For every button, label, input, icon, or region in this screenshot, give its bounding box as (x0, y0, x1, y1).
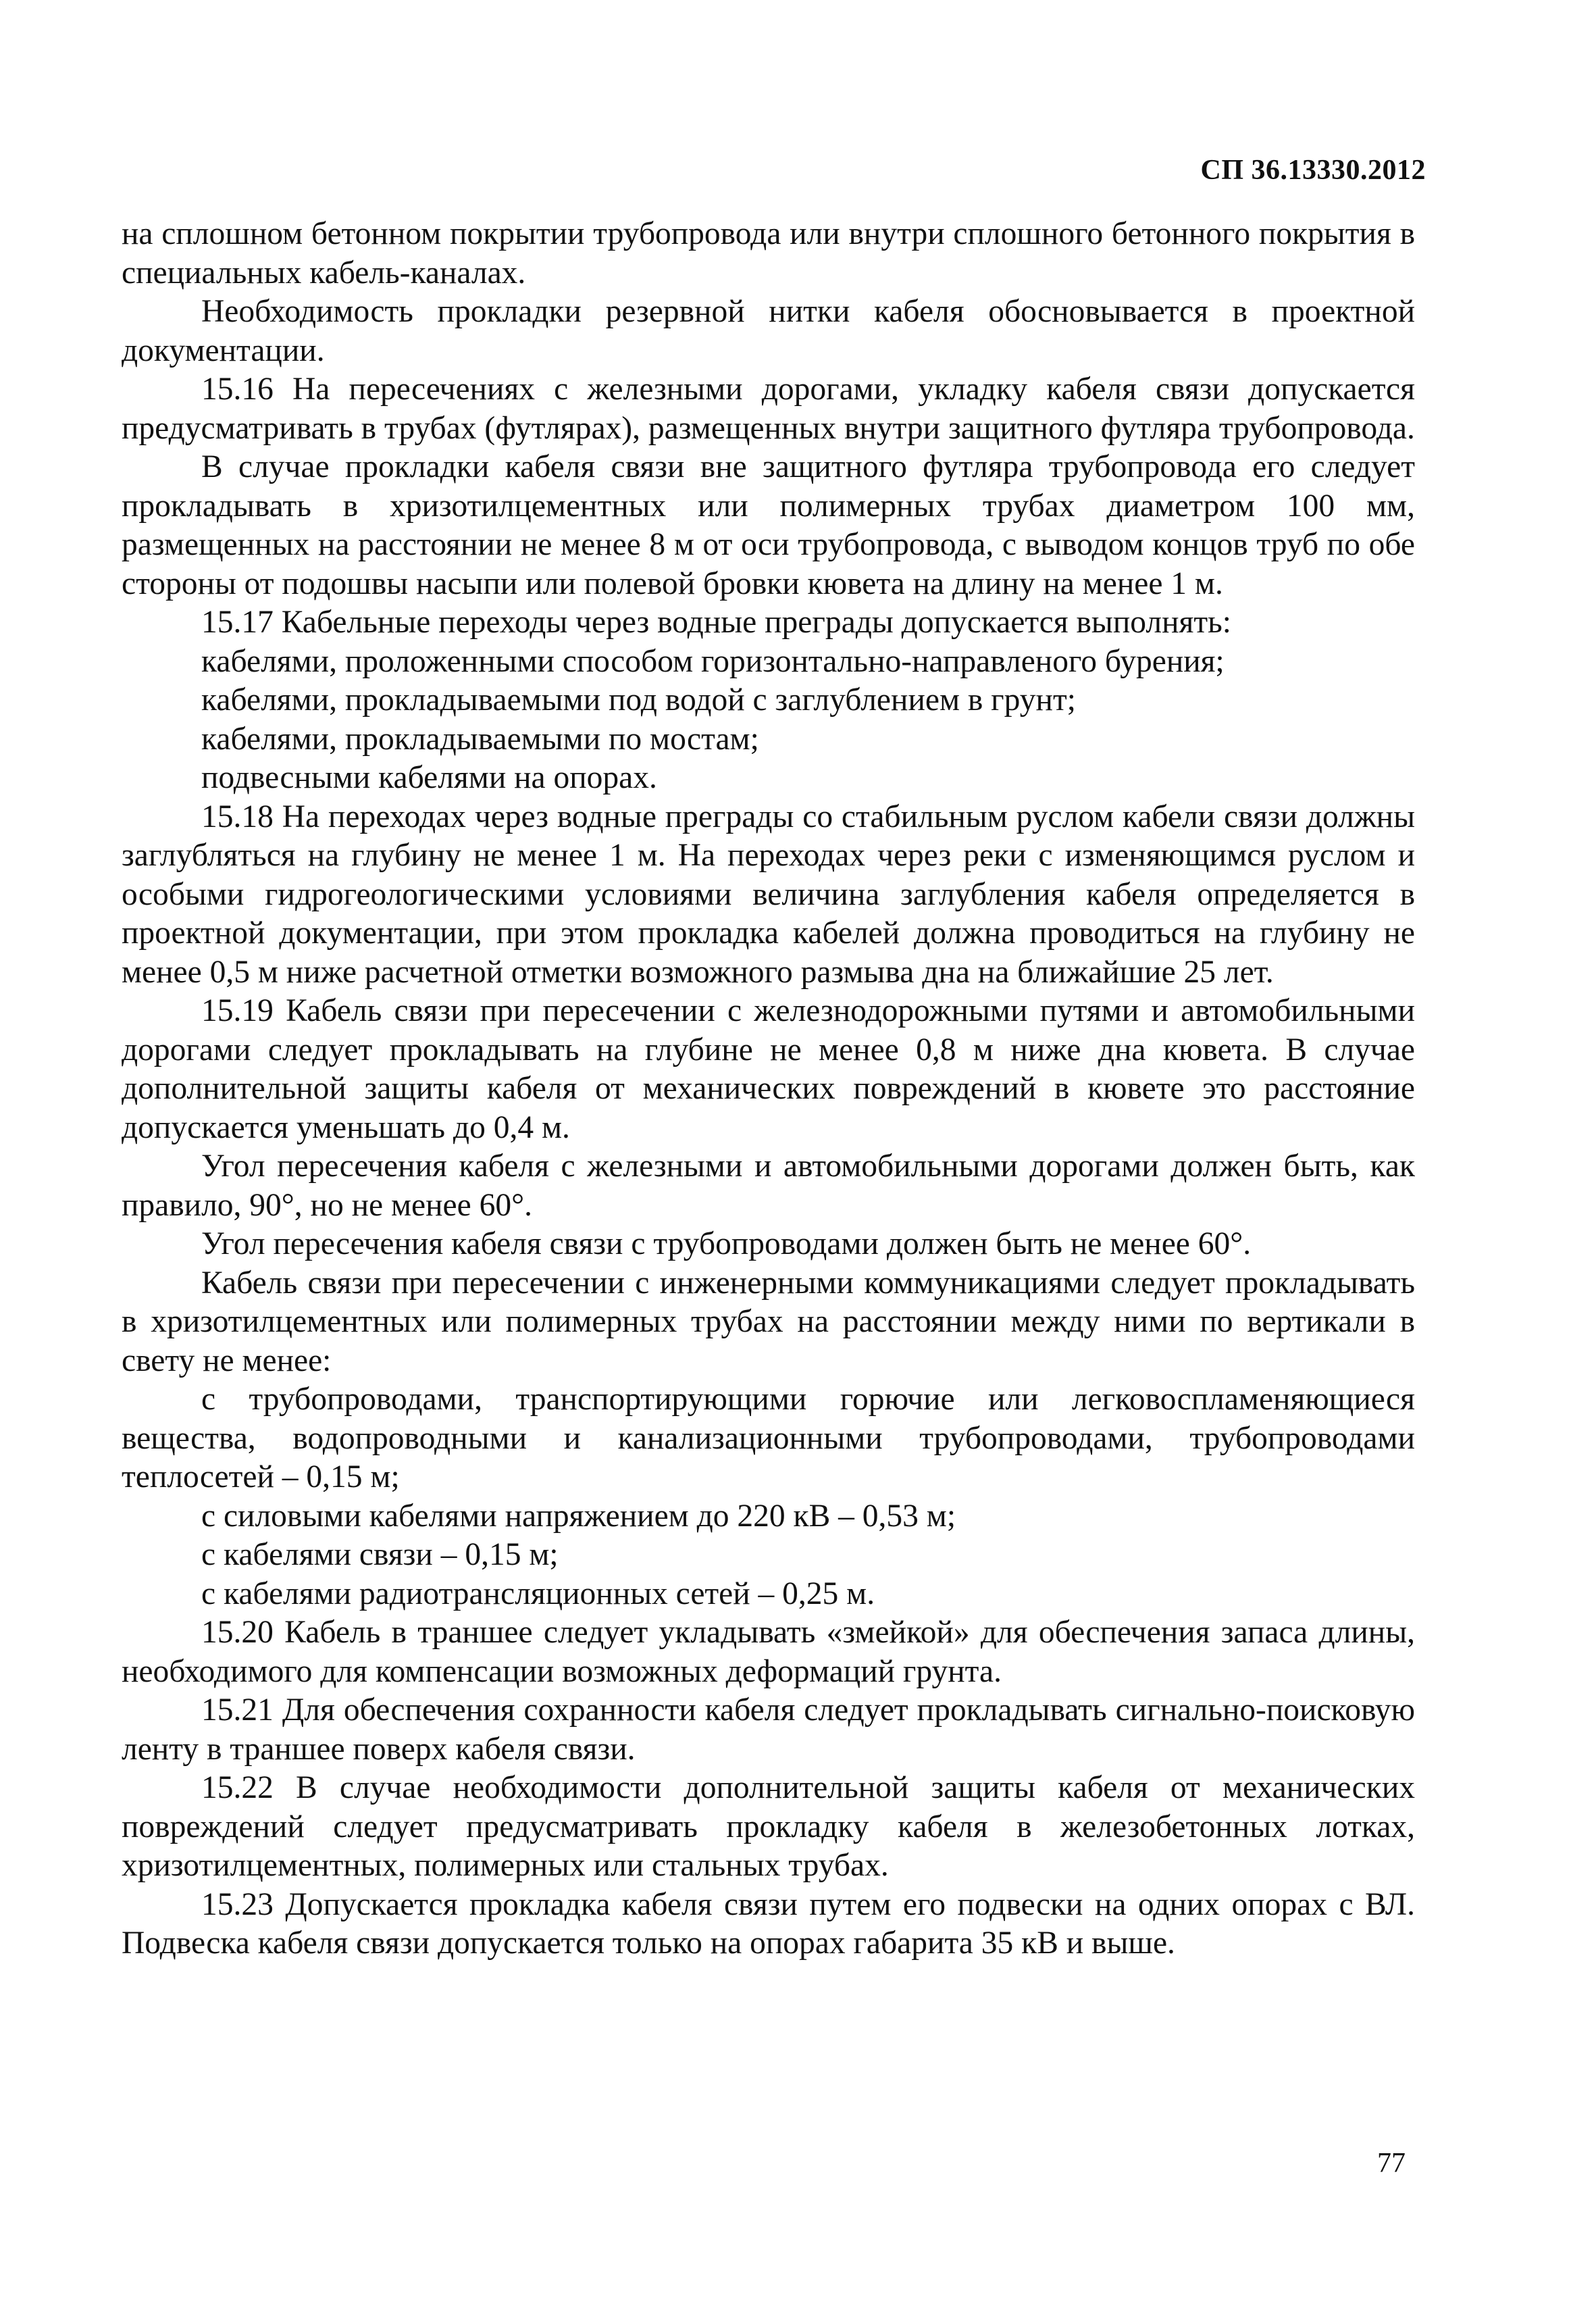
paragraph-15-20: 15.20 Кабель в траншее следует укладывать «змейкой» для обеспечения запаса длины, необходимого для компенсации возможных деформаций грунта. (122, 1615, 1415, 1689)
paragraph-continuation: на сплошном бетонном покрытии трубопровода или внутри сплошного бетонного покрытия в специальных кабель-каналах. (122, 216, 1415, 291)
paragraph-15-19: 15.19 Кабель связи при пересечении с железнодорожными путями и автомобильными дорогами следует прокладывать на глубине не менее 0,8 м ниже дна кювета. В случае дополнительной защиты кабеля от механических повреждений в кювете это расстояние допускается уменьшать до 0,4 м. (122, 993, 1415, 1145)
list-item-suspended: подвесными кабелями на опорах. (201, 760, 657, 795)
paragraph-utility-crossing: Кабель связи при пересечении с инженерными коммуникациями следует прокладывать в хризотилцементных или полимерных трубах на расстоянии между ними по вертикали в свету не менее: (122, 1265, 1415, 1378)
list-item-pipelines: с трубопроводами, транспортирующими горючие или легковоспламеняющиеся вещества, водопроводными и канализационными трубопроводами, трубопроводами теплосетей – 0,15 м; (122, 1382, 1415, 1494)
paragraph-outside-casing: В случае прокладки кабеля связи вне защитного футляра трубопровода его следует прокладывать в хризотилцементных или полимерных трубах диаметром 100 мм, размещенных на расстоянии не менее 8 м от оси трубопровода, с выводом концов труб по обе стороны от подошвы насыпи или полевой бровки кювета на длину на менее 1 м. (122, 449, 1415, 601)
list-item-directional-drilling: кабелями, проложенными способом горизонтально-направленого бурения; (201, 643, 1225, 679)
paragraph-15-16: 15.16 На пересечениях с железными дорогами, укладку кабеля связи допускается предусматривать в трубах (футлярах), размещенных внутри защитного футляра трубопровода. (122, 372, 1415, 446)
paragraph-road-crossing-angle: Угол пересечения кабеля с железными и автомобильными дорогами должен быть, как правило, 90°, но не менее 60°. (122, 1149, 1415, 1223)
paragraph-15-22: 15.22 В случае необходимости дополнительной защиты кабеля от механических повреждений следует предусматривать прокладку кабеля в железобетонных лотках, хризотилцементных, полимерных или стальных трубах. (122, 1770, 1415, 1883)
list-item-underwater: кабелями, прокладываемыми под водой с заглублением в грунт; (201, 682, 1076, 718)
paragraph-pipeline-crossing-angle: Угол пересечения кабеля связи с трубопроводами должен быть не менее 60°. (201, 1226, 1252, 1261)
paragraph-15-17: 15.17 Кабельные переходы через водные преграды допускается выполнять: (201, 605, 1231, 640)
paragraph-15-21: 15.21 Для обеспечения сохранности кабеля следует прокладывать сигнально-поисковую ленту в траншее поверх кабеля связи. (122, 1692, 1415, 1767)
list-item-bridges: кабелями, прокладываемыми по мостам; (201, 721, 759, 757)
paragraph-reserve-cable: Необходимость прокладки резервной нитки кабеля обосновывается в проектной документации. (122, 294, 1415, 368)
page-number: 77 (1377, 2148, 1406, 2179)
body-text (122, 215, 1415, 1963)
list-item-communication-cables: с кабелями связи – 0,15 м; (201, 1537, 559, 1572)
list-item-radio-networks: с кабелями радиотрансляционных сетей – 0,25 м. (201, 1576, 875, 1611)
document-code: СП 36.13330.2012 (1200, 155, 1426, 186)
paragraph-15-18: 15.18 На переходах через водные преграды со стабильным руслом кабели связи должны заглубляться на глубину не менее 1 м. На переходах через реки с изменяющимся руслом и особыми гидрогеологическими условиями величина заглубления кабеля определяется в проектной документации, при этом прокладка кабелей должна проводиться на глубину не менее 0,5 м ниже расчетной отметки возможного размыва дна на ближайшие 25 лет. (122, 799, 1415, 990)
list-item-power-cables: с силовыми кабелями напряжением до 220 кВ – 0,53 м; (201, 1498, 956, 1534)
paragraph-15-23: 15.23 Допускается прокладка кабеля связи путем его подвески на одних опорах с ВЛ. Подвеска кабеля связи допускается только на опорах габарита 35 кВ и выше. (122, 1886, 1415, 1961)
